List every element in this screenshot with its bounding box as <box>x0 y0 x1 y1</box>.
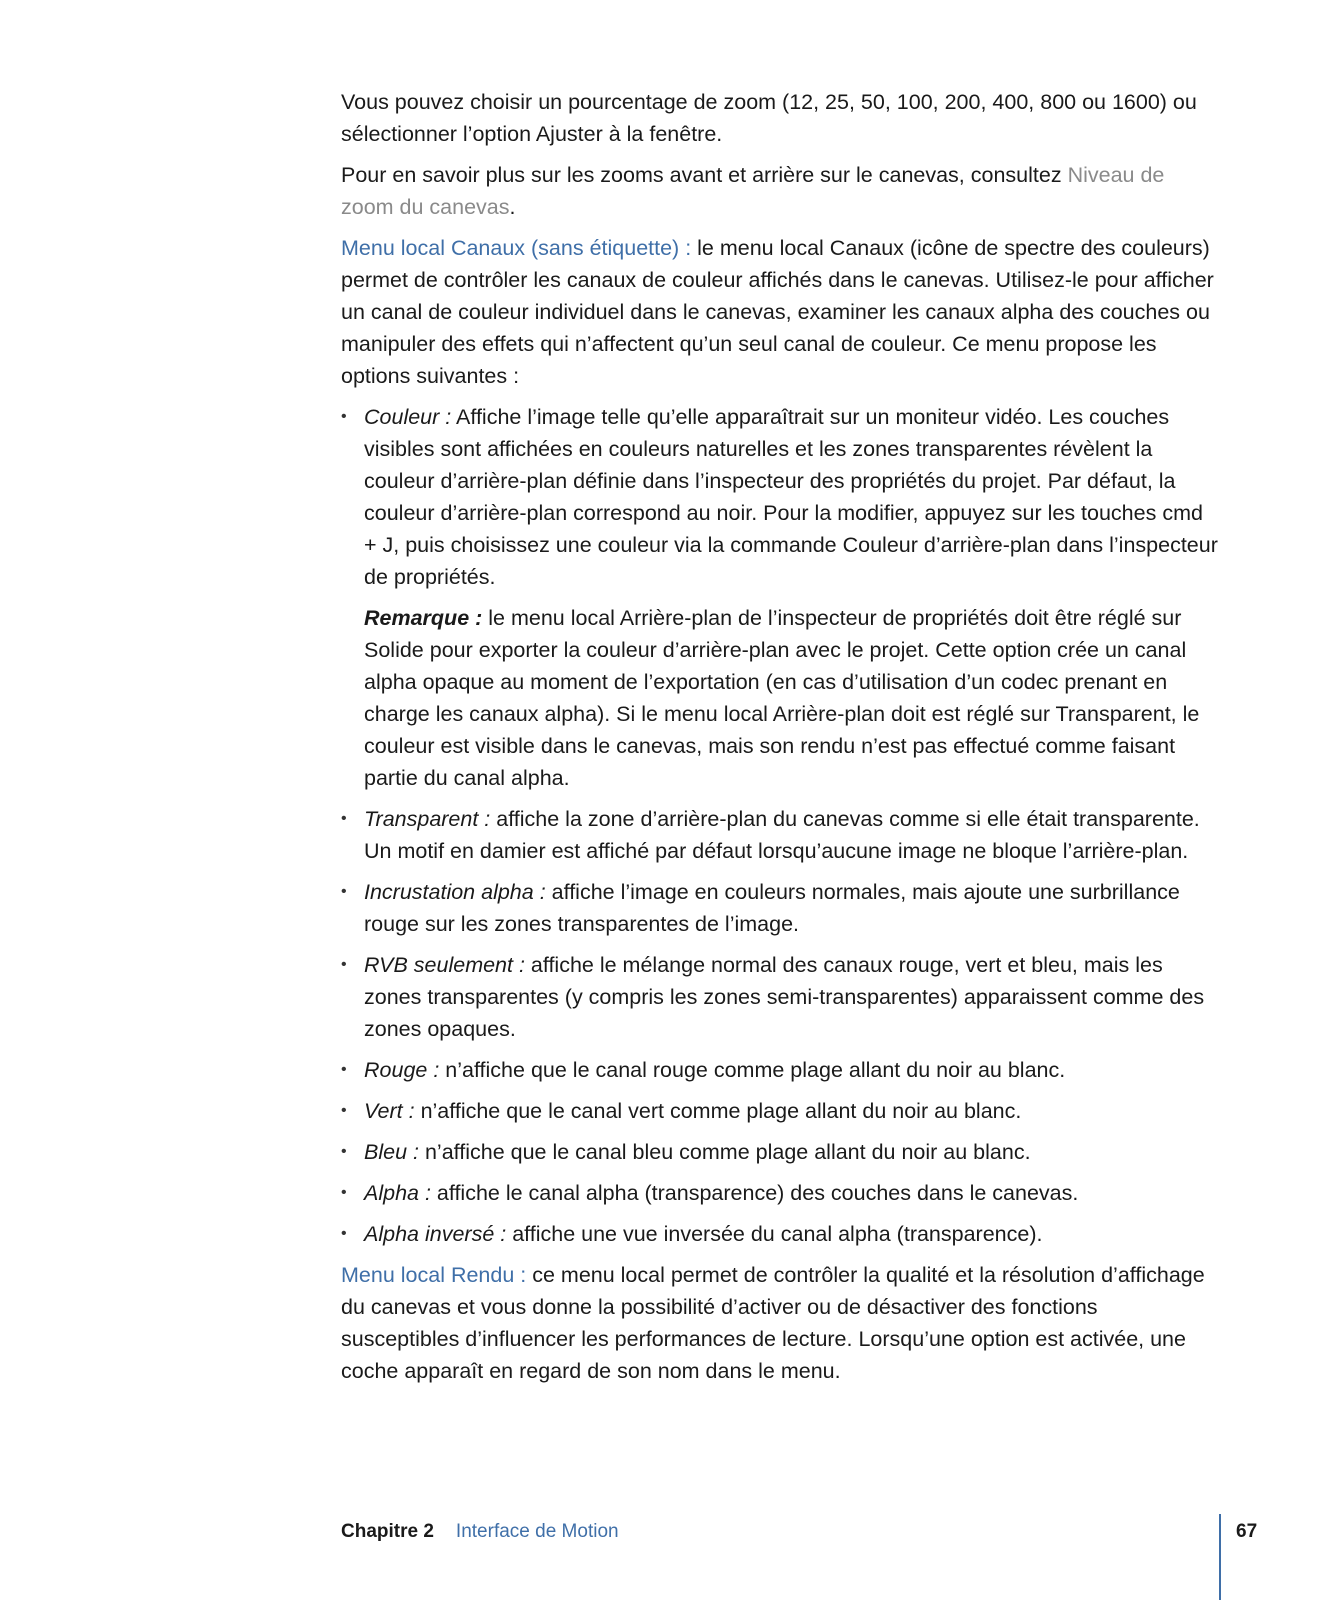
option-label: Incrustation alpha : <box>364 880 546 904</box>
page-content <box>341 86 1221 1396</box>
chapter-number: Chapitre 2 <box>341 1521 434 1542</box>
list-item <box>341 949 1221 1045</box>
render-paragraph <box>341 1259 1221 1387</box>
channels-paragraph <box>341 232 1221 392</box>
more-info-text: Pour en savoir plus sur les zooms avant et arrière sur le canevas, consultez <box>341 163 1068 187</box>
zoom-canvas-link[interactable]: Niveau de zoom du canevas <box>341 163 1165 219</box>
option-label: Alpha inversé : <box>364 1222 507 1246</box>
option-text: Affiche l’image telle qu’elle apparaîtrait sur un moniteur vidéo. Les couches visibles sont affichées en couleurs naturelles et les zones transparentes révèlent la couleur d’arrière-plan définie dans l’inspecteur des propriétés du projet. Par défaut, la couleur d’arrière-plan correspond au noir. Pour la modifier, appuyez sur les touches cmd + J, puis choisissez une couleur via la commande Couleur d’arrière-plan dans l’inspecteur de propriétés. <box>364 405 1218 589</box>
option-text: n’affiche que le canal vert comme plage allant du noir au blanc. <box>414 1099 1022 1123</box>
chapter-title: Interface de Motion <box>455 1521 619 1542</box>
channels-text: le menu local Canaux (icône de spectre des couleurs) permet de contrôler les canaux de couleur affichés dans le canevas. Utilisez-le pour afficher un canal de couleur individuel dans le canevas, examiner les canaux alpha des couches ou manipuler des effets qui n’affectent qu’un seul canal de couleur. Ce menu propose les options suivantes : <box>341 236 1214 388</box>
render-term: Menu local Rendu : <box>341 1263 527 1287</box>
list-item <box>341 1218 1221 1250</box>
note-label: Remarque : <box>364 606 483 630</box>
zoom-paragraph: Vous pouvez choisir un pourcentage de zoom (12, 25, 50, 100, 200, 400, 800 ou 1600) ou sélectionner l’option Ajuster à la fenêtre. <box>341 90 1197 146</box>
note-text: le menu local Arrière-plan de l’inspecteur de propriétés doit être réglé sur Solide pour exporter la couleur d’arrière-plan avec le projet. Cette option crée un canal alpha opaque au moment de l’exportation (en cas d’utilisation d’un codec prenant en charge les canaux alpha). Si le menu local Arrière-plan doit est réglé sur Transparent, le couleur est visible dans le canevas, mais son rendu n’est pas effectué comme faisant partie du canal alpha. <box>364 606 1200 790</box>
option-text: affiche une vue inversée du canal alpha (transparence). <box>506 1222 1043 1246</box>
render-text: ce menu local permet de contrôler la qualité et la résolution d’affichage du canevas et vous donne la possibilité d’activer ou de désactiver des fonctions susceptibles d’influencer les performances de lecture. Lorsqu’une option est activée, une coche apparaît en regard de son nom dans le menu. <box>341 1263 1205 1383</box>
page-footer <box>341 1520 619 1544</box>
option-text: affiche le mélange normal des canaux rouge, vert et bleu, mais les zones transparentes (y compris les zones semi-transparentes) apparaissent comme des zones opaques. <box>364 953 1205 1041</box>
option-label: Rouge : <box>364 1058 440 1082</box>
bullet-glyph: • <box>341 408 347 425</box>
list-item <box>341 401 1221 794</box>
option-label: Vert : <box>364 1099 415 1123</box>
bullet-glyph: • <box>341 810 347 827</box>
option-label: Alpha : <box>364 1181 431 1205</box>
list-item <box>341 1095 1221 1127</box>
bullet-glyph: • <box>341 1102 347 1119</box>
footer-divider <box>1219 1514 1221 1600</box>
bullet-glyph: • <box>341 1225 347 1242</box>
option-label: Bleu : <box>364 1140 419 1164</box>
option-label: RVB seulement : <box>364 953 525 977</box>
option-text: n’affiche que le canal rouge comme plage allant du noir au blanc. <box>439 1058 1066 1082</box>
bullet-glyph: • <box>341 883 347 900</box>
option-text: affiche le canal alpha (transparence) des couches dans le canevas. <box>430 1181 1079 1205</box>
list-item <box>341 803 1221 867</box>
list-item <box>341 1136 1221 1168</box>
more-info-paragraph <box>341 159 1221 223</box>
list-item <box>341 876 1221 940</box>
option-label: Transparent : <box>364 807 491 831</box>
more-info-end: . <box>509 195 516 219</box>
option-label: Couleur : <box>364 405 452 429</box>
option-text: affiche la zone d’arrière-plan du canevas comme si elle était transparente. Un motif en damier est affiché par défaut lorsqu’aucune image ne bloque l’arrière-plan. <box>364 807 1200 863</box>
bullet-body <box>364 401 1221 593</box>
channels-term: Menu local Canaux (sans étiquette) : <box>341 236 692 260</box>
bullet-glyph: • <box>341 956 347 973</box>
list-item <box>341 1054 1221 1086</box>
bullet-glyph: • <box>341 1143 347 1160</box>
bullet-glyph: • <box>341 1184 347 1201</box>
page-number: 67 <box>1236 1521 1258 1542</box>
bullet-glyph: • <box>341 1061 347 1078</box>
option-text: affiche l’image en couleurs normales, mais ajoute une surbrillance rouge sur les zones transparentes de l’image. <box>364 880 1180 936</box>
list-item <box>341 1177 1221 1209</box>
channel-options-list <box>341 401 1221 1250</box>
option-text: n’affiche que le canal bleu comme plage allant du noir au blanc. <box>418 1140 1031 1164</box>
note-paragraph <box>364 602 1221 794</box>
